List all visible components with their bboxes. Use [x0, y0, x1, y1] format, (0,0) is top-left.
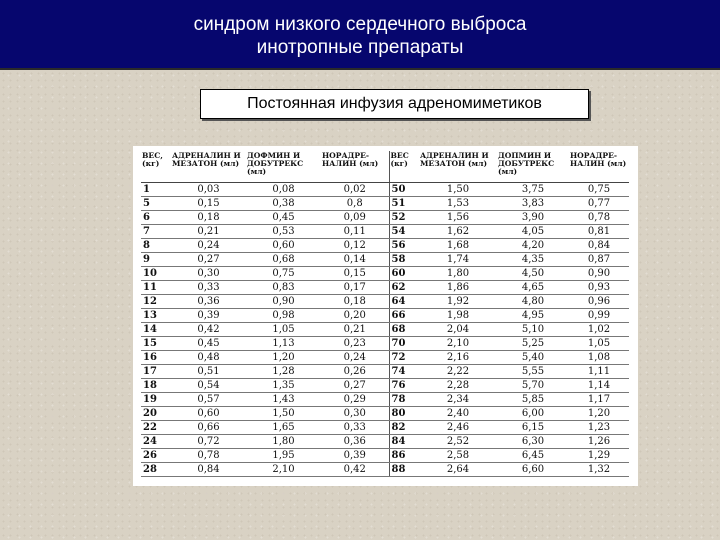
table-row	[141, 420, 629, 434]
table-cell: 1,80	[246, 434, 321, 448]
table-cell: 0,26	[321, 364, 389, 378]
table-row	[141, 378, 629, 392]
table-cell: 24	[141, 434, 171, 448]
table-cell: 74	[389, 364, 419, 378]
table-cell: 0,45	[171, 336, 246, 350]
table-cell: 0,30	[171, 266, 246, 280]
table-cell: 0,18	[321, 294, 389, 308]
table-cell: 22	[141, 420, 171, 434]
table-cell: 0,53	[246, 224, 321, 238]
table-cell: 80	[389, 406, 419, 420]
table-cell: 1,05	[246, 322, 321, 336]
title-line-1: синдром низкого сердечного выброса	[193, 14, 527, 35]
table-cell: 62	[389, 280, 419, 294]
table-cell: 2,52	[419, 434, 497, 448]
table-cell: 0,15	[321, 266, 389, 280]
table-row	[141, 392, 629, 406]
table-cell: 64	[389, 294, 419, 308]
table-row	[141, 406, 629, 420]
table-cell: 0,36	[321, 434, 389, 448]
table-cell: 15	[141, 336, 171, 350]
table-cell: 1,08	[569, 350, 629, 364]
column-header: НОРАДРЕ-НАЛИН (мл)	[569, 151, 629, 182]
table-cell: 4,80	[497, 294, 569, 308]
table-cell: 5,25	[497, 336, 569, 350]
table-cell: 70	[389, 336, 419, 350]
table-cell: 28	[141, 462, 171, 476]
table-cell: 5,55	[497, 364, 569, 378]
table-cell: 11	[141, 280, 171, 294]
table-row	[141, 336, 629, 350]
table-cell: 1,98	[419, 308, 497, 322]
table-cell: 88	[389, 462, 419, 476]
table-cell: 16	[141, 350, 171, 364]
table-cell: 0,33	[171, 280, 246, 294]
table-cell: 12	[141, 294, 171, 308]
table-cell: 6,00	[497, 406, 569, 420]
table-cell: 2,64	[419, 462, 497, 476]
column-header: НОРАДРЕ-НАЛИН (мл)	[321, 151, 389, 182]
table-cell: 4,35	[497, 252, 569, 266]
table-cell: 0,03	[171, 182, 246, 196]
table-cell: 3,83	[497, 196, 569, 210]
table-cell: 1,17	[569, 392, 629, 406]
subtitle-box: Постоянная инфузия адреномиметиков	[200, 89, 589, 119]
table-cell: 0,72	[171, 434, 246, 448]
table-cell: 0,83	[246, 280, 321, 294]
table-cell: 84	[389, 434, 419, 448]
table-cell: 1,86	[419, 280, 497, 294]
table-cell: 6,60	[497, 462, 569, 476]
table-cell: 0,99	[569, 308, 629, 322]
column-header: ВЕС, (кг)	[141, 151, 171, 182]
table-cell: 0,93	[569, 280, 629, 294]
dosage-table-panel	[133, 146, 638, 486]
table-cell: 0,36	[171, 294, 246, 308]
table-row	[141, 238, 629, 252]
table-cell: 82	[389, 420, 419, 434]
table-cell: 1,02	[569, 322, 629, 336]
table-cell: 0,14	[321, 252, 389, 266]
table-cell: 0,20	[321, 308, 389, 322]
table-cell: 4,50	[497, 266, 569, 280]
table-cell: 56	[389, 238, 419, 252]
table-cell: 1,20	[246, 350, 321, 364]
table-cell: 2,10	[246, 462, 321, 476]
table-row	[141, 364, 629, 378]
table-row	[141, 350, 629, 364]
table-cell: 6,30	[497, 434, 569, 448]
table-cell: 1,95	[246, 448, 321, 462]
column-header: АДРЕНАЛИН И МЕЗАТОН (мл)	[171, 151, 246, 182]
table-cell: 0,66	[171, 420, 246, 434]
table-row	[141, 308, 629, 322]
table-cell: 0,77	[569, 196, 629, 210]
dosage-table	[141, 151, 629, 477]
column-header: ДОФМИН И ДОБУТРЕКС (мл)	[246, 151, 321, 182]
table-row	[141, 322, 629, 336]
table-cell: 9	[141, 252, 171, 266]
table-cell: 2,58	[419, 448, 497, 462]
table-row	[141, 224, 629, 238]
table-cell: 5,85	[497, 392, 569, 406]
table-row	[141, 280, 629, 294]
table-cell: 0,75	[246, 266, 321, 280]
table-cell: 1,68	[419, 238, 497, 252]
table-cell: 4,20	[497, 238, 569, 252]
table-cell: 2,10	[419, 336, 497, 350]
table-cell: 0,60	[246, 238, 321, 252]
table-cell: 3,75	[497, 182, 569, 196]
table-cell: 0,96	[569, 294, 629, 308]
table-cell: 0,51	[171, 364, 246, 378]
table-cell: 0,12	[321, 238, 389, 252]
table-cell: 5	[141, 196, 171, 210]
table-row	[141, 210, 629, 224]
table-cell: 50	[389, 182, 419, 196]
table-cell: 1,43	[246, 392, 321, 406]
table-row	[141, 266, 629, 280]
table-cell: 0,84	[171, 462, 246, 476]
table-cell: 86	[389, 448, 419, 462]
table-row	[141, 182, 629, 196]
table-cell: 2,28	[419, 378, 497, 392]
table-cell: 1,53	[419, 196, 497, 210]
table-cell: 0,21	[321, 322, 389, 336]
table-cell: 0,39	[171, 308, 246, 322]
table-cell: 1,05	[569, 336, 629, 350]
table-cell: 0,87	[569, 252, 629, 266]
table-cell: 0,24	[171, 238, 246, 252]
table-cell: 5,40	[497, 350, 569, 364]
table-cell: 19	[141, 392, 171, 406]
table-cell: 52	[389, 210, 419, 224]
table-cell: 0,18	[171, 210, 246, 224]
column-header: ВЕС (кг)	[389, 151, 419, 182]
table-cell: 0,30	[321, 406, 389, 420]
table-cell: 0,54	[171, 378, 246, 392]
table-cell: 0,42	[171, 322, 246, 336]
table-cell: 0,84	[569, 238, 629, 252]
table-cell: 6,45	[497, 448, 569, 462]
table-cell: 10	[141, 266, 171, 280]
table-cell: 51	[389, 196, 419, 210]
table-cell: 5,10	[497, 322, 569, 336]
table-cell: 68	[389, 322, 419, 336]
table-cell: 7	[141, 224, 171, 238]
table-cell: 2,16	[419, 350, 497, 364]
table-cell: 1,62	[419, 224, 497, 238]
table-cell: 17	[141, 364, 171, 378]
table-cell: 0,90	[569, 266, 629, 280]
table-cell: 60	[389, 266, 419, 280]
table-cell: 1,13	[246, 336, 321, 350]
table-cell: 0,42	[321, 462, 389, 476]
table-row	[141, 462, 629, 476]
table-cell: 72	[389, 350, 419, 364]
table-cell: 0,11	[321, 224, 389, 238]
table-row	[141, 252, 629, 266]
table-cell: 0,78	[171, 448, 246, 462]
table-cell: 0,09	[321, 210, 389, 224]
table-row	[141, 196, 629, 210]
table-cell: 1	[141, 182, 171, 196]
table-cell: 4,05	[497, 224, 569, 238]
table-cell: 0,48	[171, 350, 246, 364]
table-cell: 26	[141, 448, 171, 462]
table-cell: 1,80	[419, 266, 497, 280]
table-cell: 0,90	[246, 294, 321, 308]
table-cell: 0,21	[171, 224, 246, 238]
table-cell: 54	[389, 224, 419, 238]
table-cell: 2,04	[419, 322, 497, 336]
table-cell: 1,50	[246, 406, 321, 420]
table-cell: 0,75	[569, 182, 629, 196]
table-cell: 1,56	[419, 210, 497, 224]
table-cell: 66	[389, 308, 419, 322]
table-cell: 4,65	[497, 280, 569, 294]
table-cell: 1,14	[569, 378, 629, 392]
table-cell: 1,28	[246, 364, 321, 378]
table-cell: 0,81	[569, 224, 629, 238]
table-cell: 0,33	[321, 420, 389, 434]
table-cell: 78	[389, 392, 419, 406]
column-header: ДОПМИН И ДОБУТРЕКС (мл)	[497, 151, 569, 182]
table-cell: 2,34	[419, 392, 497, 406]
table-cell: 76	[389, 378, 419, 392]
table-cell: 0,68	[246, 252, 321, 266]
table-cell: 13	[141, 308, 171, 322]
table-cell: 0,8	[321, 196, 389, 210]
table-cell: 0,57	[171, 392, 246, 406]
table-cell: 8	[141, 238, 171, 252]
table-cell: 0,39	[321, 448, 389, 462]
title-line-2: инотропные препараты	[256, 37, 464, 58]
table-cell: 1,11	[569, 364, 629, 378]
table-cell: 1,23	[569, 420, 629, 434]
table-cell: 1,32	[569, 462, 629, 476]
table-cell: 4,95	[497, 308, 569, 322]
table-cell: 2,22	[419, 364, 497, 378]
table-cell: 3,90	[497, 210, 569, 224]
table-cell: 1,50	[419, 182, 497, 196]
table-cell: 58	[389, 252, 419, 266]
table-header-row	[141, 151, 629, 182]
table-cell: 0,08	[246, 182, 321, 196]
table-cell: 2,46	[419, 420, 497, 434]
table-cell: 0,23	[321, 336, 389, 350]
table-cell: 0,98	[246, 308, 321, 322]
table-cell: 0,45	[246, 210, 321, 224]
table-cell: 0,78	[569, 210, 629, 224]
table-cell: 1,92	[419, 294, 497, 308]
table-row	[141, 448, 629, 462]
table-cell: 1,20	[569, 406, 629, 420]
table-cell: 0,29	[321, 392, 389, 406]
table-cell: 18	[141, 378, 171, 392]
table-cell: 0,38	[246, 196, 321, 210]
title-bar	[0, 0, 720, 70]
table-cell: 0,27	[171, 252, 246, 266]
table-cell: 1,65	[246, 420, 321, 434]
table-cell: 1,35	[246, 378, 321, 392]
table-cell: 2,40	[419, 406, 497, 420]
table-cell: 6,15	[497, 420, 569, 434]
table-cell: 1,26	[569, 434, 629, 448]
table-cell: 0,60	[171, 406, 246, 420]
table-cell: 0,27	[321, 378, 389, 392]
table-row	[141, 294, 629, 308]
table-cell: 20	[141, 406, 171, 420]
column-header: АДРЕНАЛИН И МЕЗАТОН (мл)	[419, 151, 497, 182]
table-cell: 1,74	[419, 252, 497, 266]
table-row	[141, 434, 629, 448]
table-cell: 0,24	[321, 350, 389, 364]
table-cell: 5,70	[497, 378, 569, 392]
table-cell: 14	[141, 322, 171, 336]
table-cell: 0,15	[171, 196, 246, 210]
table-cell: 0,17	[321, 280, 389, 294]
table-cell: 0,02	[321, 182, 389, 196]
table-cell: 6	[141, 210, 171, 224]
table-cell: 1,29	[569, 448, 629, 462]
